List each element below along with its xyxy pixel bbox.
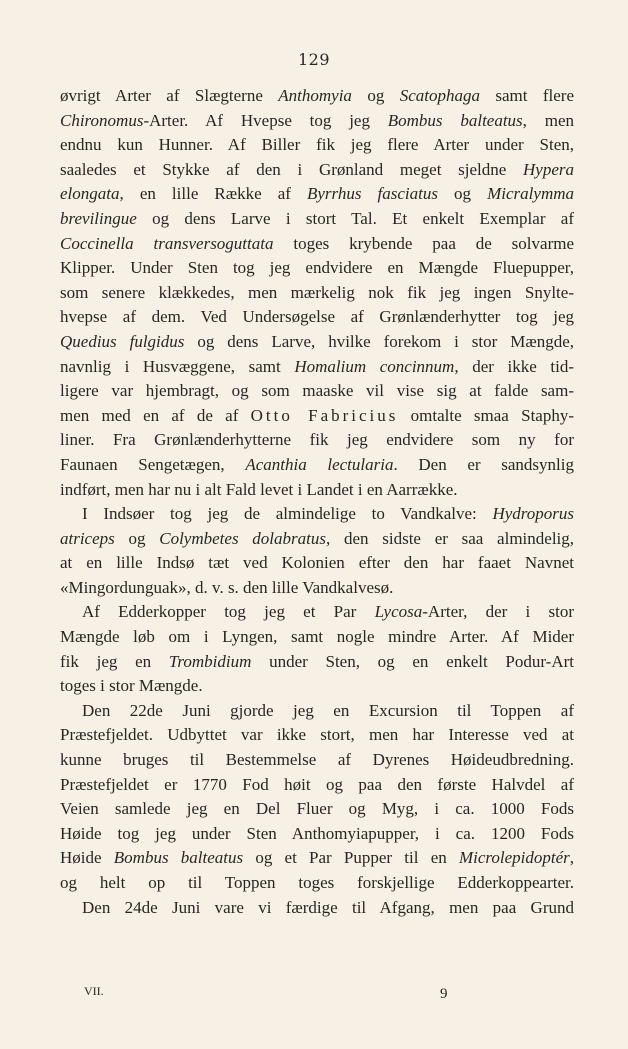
signature-mark: VII. xyxy=(84,984,104,998)
text-line xyxy=(60,182,574,207)
text-run: ligere var hjembragt, og som maaske vil vise sig at falde sam- xyxy=(60,381,574,401)
italic-term: Hypera xyxy=(523,159,574,179)
italic-term: Anthomyia xyxy=(278,86,352,105)
text-run: under Sten, og en enkelt Podur-Art xyxy=(251,651,574,671)
text-run: «Mingordunguak», d. v. s. den lille Vandkalvesø. xyxy=(60,577,394,597)
text-line xyxy=(60,748,574,773)
text-run: saaledes et Stykke af den i Grønland meget sjeldne xyxy=(60,159,524,179)
text-line xyxy=(60,232,574,257)
italic-term: atriceps xyxy=(60,528,115,548)
italic-term: brevilingue xyxy=(60,208,137,228)
italic-term: Homalium concinnum xyxy=(294,356,455,376)
text-run: og xyxy=(114,528,160,548)
text-run: som senere klækkedes, men mærkelig nok fik jeg ingen Snylte- xyxy=(60,282,574,302)
text-line xyxy=(60,330,574,355)
text-line xyxy=(60,355,574,380)
text-run: -Arter. Af Hvepse tog jeg xyxy=(143,110,388,130)
text-line xyxy=(60,674,574,699)
spaced-name: Otto Fabricius xyxy=(250,405,399,425)
text-line xyxy=(60,871,574,896)
text-line xyxy=(60,478,574,503)
text-run: at en lille Indsø tæt ved Kolonien efter den har faaet Navnet xyxy=(60,553,574,573)
text-run: navnlig i Husvæggene, samt xyxy=(60,356,295,376)
text-line xyxy=(60,453,574,478)
text-run: Faunaen Sengetægen, xyxy=(60,454,246,474)
text-line xyxy=(60,305,574,330)
italic-term: elongata xyxy=(60,184,120,204)
italic-term: Coccinella transversoguttata xyxy=(60,233,274,253)
text-run: samt flere xyxy=(479,86,574,105)
text-run: Klipper. Under Sten tog jeg endvidere en Mængde Fluepupper, xyxy=(60,258,574,278)
text-line xyxy=(60,625,574,650)
text-run: . Den er sandsynlig xyxy=(393,454,574,474)
italic-term: Trombidium xyxy=(168,651,252,671)
text-run: I Indsøer tog jeg de almindelige to Vandkalve: xyxy=(82,504,493,524)
text-run: Præstefjeldet. Udbyttet var ikke stort, men har Interesse ved at xyxy=(60,725,574,745)
text-run: Mængde løb om i Lyngen, samt nogle mindre Arter. Af Mider xyxy=(60,627,574,647)
text-run: , den sidste er saa almindelig, xyxy=(325,528,575,548)
text-line xyxy=(60,379,574,404)
text-run: hvepse af dem. Ved Undersøgelse af Grønlænderhytter tog jeg xyxy=(60,307,574,327)
text-run: og xyxy=(437,184,488,204)
text-line xyxy=(60,846,574,871)
italic-term: Lycosa xyxy=(374,602,423,622)
text-line xyxy=(60,650,574,675)
italic-term: Acanthia lectularia xyxy=(245,454,394,474)
text-run: og helt op til Toppen toges forskjellige Edderkoppearter. xyxy=(60,873,574,892)
text-line xyxy=(60,428,574,453)
text-line xyxy=(60,404,574,429)
text-run: , der ikke tid- xyxy=(454,356,574,376)
text-run: og dens Larve i stort Tal. Et enkelt Exemplar af xyxy=(136,208,574,228)
text-line xyxy=(60,133,574,158)
text-line xyxy=(60,527,574,552)
text-run: øvrigt Arter af Slægterne xyxy=(60,86,279,105)
text-run: liner. Fra Grønlænderhytterne fik jeg endvidere som ny for xyxy=(60,430,574,450)
text-run: og xyxy=(351,86,400,105)
text-line xyxy=(60,109,574,134)
text-run: toges krybende paa de solvarme xyxy=(273,233,574,253)
italic-term: Micralymma xyxy=(487,184,574,204)
italic-term: Chironomus xyxy=(60,110,144,130)
text-run: Høide tog jeg under Sten Anthomyiapupper, i ca. 1200 Fods xyxy=(60,823,574,843)
text-run: omtalte smaa Staphy- xyxy=(398,405,574,425)
text-run: kunne bruges til Bestemmelse af Dyrenes Høideudbredning. xyxy=(60,750,574,770)
text-line xyxy=(60,797,574,822)
text-run: Den 24de Juni vare vi færdige til Afgang, men paa Grund xyxy=(82,897,574,917)
italic-term: Hydroporus xyxy=(492,504,574,524)
text-run: endnu kun Hunner. Af Biller fik jeg flere Arter under Sten, xyxy=(60,135,574,155)
text-run: Veien samlede jeg en Del Fluer og Myg, i ca. 1000 Fods xyxy=(60,799,574,819)
text-run: og et Par Pupper til en xyxy=(243,848,459,868)
text-run: , xyxy=(569,848,575,868)
text-run: -Arter, der i stor xyxy=(422,602,574,622)
text-line xyxy=(60,600,574,625)
text-run: , men xyxy=(522,110,574,130)
text-run: indført, men har nu i alt Fald levet i Landet i en Aarrække. xyxy=(60,479,458,499)
text-line xyxy=(60,896,574,921)
text-run: men med en af de af xyxy=(60,405,251,425)
text-run: , en lille Række af xyxy=(119,184,307,204)
text-line xyxy=(60,207,574,232)
text-line xyxy=(60,84,574,109)
italic-term: Bombus balteatus xyxy=(113,848,244,868)
text-line xyxy=(60,773,574,798)
text-line xyxy=(60,699,574,724)
text-line xyxy=(60,723,574,748)
text-line xyxy=(60,551,574,576)
italic-term: Colymbetes dolabratus xyxy=(159,528,326,548)
text-line xyxy=(60,158,574,183)
text-run: Af Edderkopper tog jeg et Par xyxy=(82,602,375,622)
italic-term: Byrrhus fasciatus xyxy=(307,184,438,204)
text-run: og dens Larve, hvilke forekom i stor Mængde, xyxy=(184,331,574,351)
italic-term: Quedius fulgidus xyxy=(60,331,185,351)
text-line xyxy=(60,281,574,306)
page-number: 129 xyxy=(297,50,331,69)
italic-term: Bombus balteatus xyxy=(387,110,523,130)
text-line xyxy=(60,822,574,847)
text-line xyxy=(60,256,574,281)
italic-term: Scatophaga xyxy=(399,86,480,105)
italic-term: Microlepidoptér xyxy=(458,848,570,868)
text-run: fik jeg en xyxy=(60,651,169,671)
text-run: toges i stor Mængde. xyxy=(60,676,203,696)
text-line xyxy=(60,576,574,601)
text-run: Den 22de Juni gjorde jeg en Excursion til Toppen af xyxy=(82,700,574,720)
text-run: Præstefjeldet er 1770 Fod høit og paa den første Halvdel af xyxy=(60,774,574,794)
text-line xyxy=(60,502,574,527)
body-text xyxy=(60,84,574,920)
text-run: Høide xyxy=(60,848,114,868)
sheet-number: 9 xyxy=(440,986,448,1002)
